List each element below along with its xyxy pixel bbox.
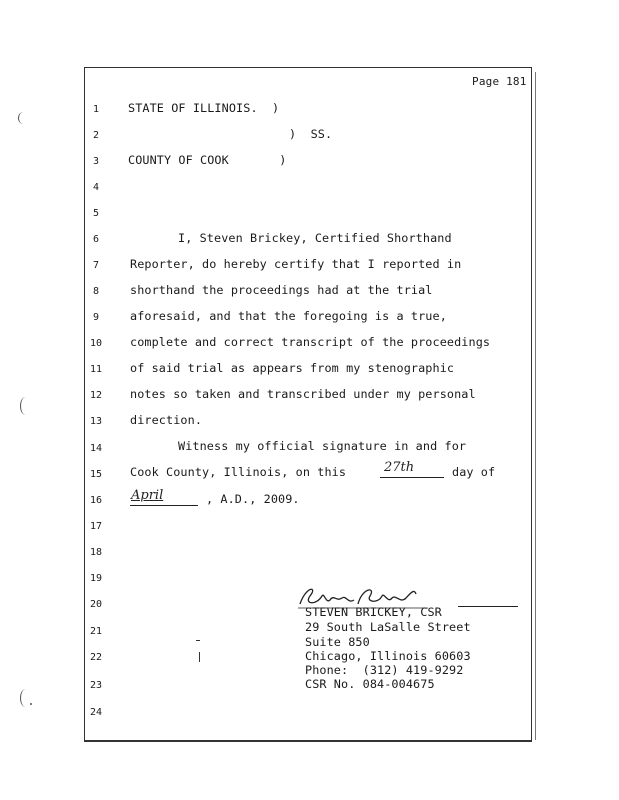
caption-ss: ) SS. [289, 127, 333, 141]
handwritten-day: 27th [384, 460, 415, 475]
page-number: Page 181 [472, 75, 527, 88]
handwritten-month: April [131, 488, 164, 503]
line-number: 19 [89, 573, 103, 584]
year-text: , A.D., 2009. [206, 492, 300, 506]
line-number: 18 [89, 547, 103, 558]
stray-mark [199, 652, 200, 662]
day-of-text: day of [452, 465, 496, 479]
line-number: 3 [92, 156, 100, 167]
body-line: complete and correct transcript of the proceedings [130, 335, 491, 349]
caption-state: STATE OF ILLINOIS. ) [128, 101, 280, 115]
line-number: 24 [89, 707, 103, 718]
line-number: 22 [89, 652, 103, 663]
signature-line [458, 592, 518, 607]
reporter-city: Chicago, Illinois 60603 [305, 649, 471, 663]
line-number: 1 [92, 104, 100, 115]
body-line: notes so taken and transcribed under my personal [130, 387, 476, 401]
line-number: 2 [92, 130, 100, 141]
punch-hole-mark [20, 689, 31, 707]
body-line: direction. [130, 413, 203, 427]
line-number: 11 [89, 364, 103, 375]
line-number: 14 [89, 443, 103, 454]
line-number: 10 [89, 338, 103, 349]
body-line: shorthand the proceedings had at the trial [130, 283, 433, 297]
line-number: 8 [92, 286, 100, 297]
line-number: 21 [89, 626, 103, 637]
caption-county: COUNTY OF COOK ) [128, 153, 287, 167]
reporter-suite: Suite 850 [305, 635, 370, 649]
body-line: Witness my official signature in and for [178, 439, 467, 453]
body-line: aforesaid, and that the foregoing is a true, [130, 309, 447, 323]
body-line: of said trial as appears from my stenographic [130, 361, 455, 375]
stray-mark [196, 640, 200, 641]
line-number: 12 [89, 390, 103, 401]
body-line: Cook County, Illinois, on this [130, 465, 347, 479]
line-number: 6 [92, 234, 100, 245]
punch-hole-mark [20, 397, 31, 415]
line-number: 15 [89, 469, 103, 480]
line-number: 5 [92, 208, 100, 219]
reporter-csr: CSR No. 084-004675 [305, 677, 435, 691]
line-number: 16 [89, 495, 103, 506]
line-number: 17 [89, 521, 103, 532]
punch-hole-mark [18, 112, 29, 124]
reporter-address: 29 South LaSalle Street [305, 620, 471, 634]
body-line: Reporter, do hereby certify that I reported in [130, 257, 462, 271]
body-line: I, Steven Brickey, Certified Shorthand [178, 231, 452, 245]
line-number: 4 [92, 182, 100, 193]
line-number: 7 [92, 260, 100, 271]
line-number: 9 [92, 312, 100, 323]
reporter-phone: Phone: (312) 419-9292 [305, 663, 464, 677]
line-number: 23 [89, 680, 103, 691]
line-number: 20 [89, 599, 103, 610]
line-number: 13 [89, 416, 103, 427]
reporter-name: STEVEN BRICKEY, CSR [305, 605, 442, 619]
